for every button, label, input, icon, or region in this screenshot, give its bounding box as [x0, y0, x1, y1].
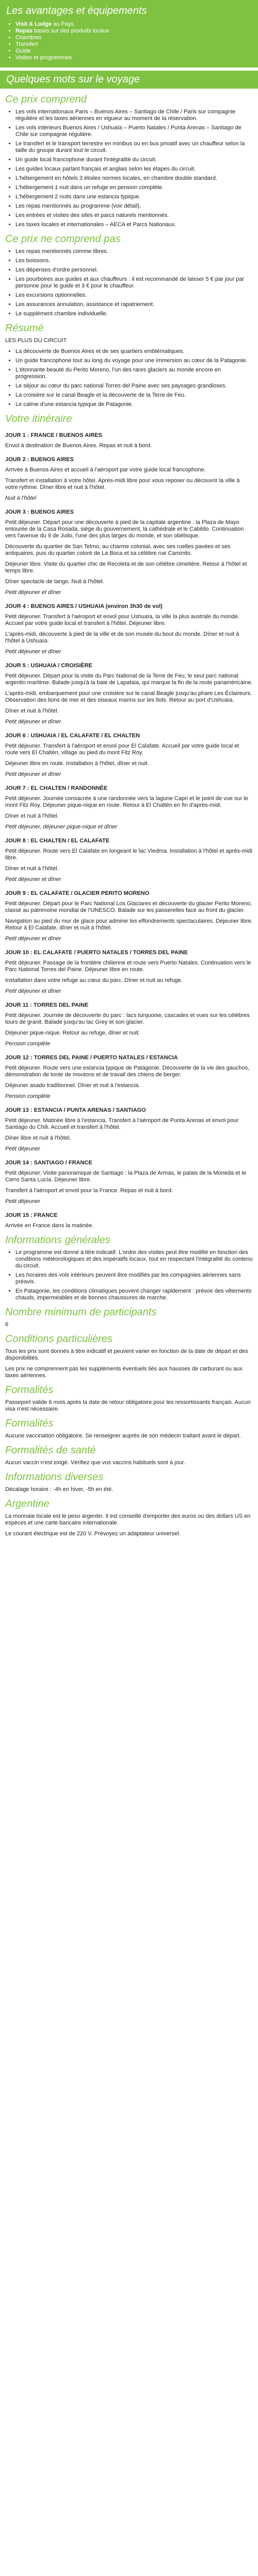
highlight-item: • Le séjour au cœur du parc national Torres del Paine avec ses paysages grandioses. — [15, 383, 253, 389]
day-heading: JOUR 6 : USHUAIA / EL CALAFATE / EL CHALTEN — [5, 733, 140, 739]
itinerary-day — [5, 1107, 253, 1153]
itinerary — [5, 432, 253, 1229]
day-paragraph: Dîner et nuit à l'hôtel. — [5, 813, 59, 819]
itinerary-day — [5, 950, 253, 995]
included-item: • Les taxes locales et internationales – AECA et Parcs Nationaux. — [15, 222, 253, 228]
day-heading: JOUR 13 : ESTANCIA / PUNTA ARENAS / SANTIAGO — [5, 1107, 146, 1113]
day-meals: Petit déjeuner — [5, 1198, 40, 1205]
resume-title: Résumé — [5, 323, 44, 334]
day-paragraph: L'après-midi, découverte à pied de la ville et de son musée du bout du monde. Dîner et nuit à l'hôtel à Ushuaïa. — [5, 631, 239, 644]
header-item-text: basés sur des produits locaux — [34, 28, 109, 34]
day-meals: Petit déjeuner et dîner — [5, 936, 61, 942]
itinerary-day — [5, 1055, 253, 1100]
numbers-title: Quelques mots sur le voyage — [0, 71, 258, 89]
day-paragraph: Transfert à l'aéroport et envol pour la France. Repas et nuit à bord. — [5, 1188, 173, 1194]
day-paragraph: Déjeuner libre en route. Installation à l'hôtel, dîner et nuit. — [5, 760, 149, 767]
day-meals: Petit déjeuner et dîner — [5, 876, 61, 883]
main-content — [0, 94, 258, 1537]
argentine-title: Argentine — [5, 1498, 50, 1510]
itinerary-day — [5, 509, 253, 596]
day-paragraph: Petit déjeuner. Visite panoramique de Santiago : la Plaza de Armas, le palais de la Moneda et le Cerro Santa Lucía. Déjeuner libre. — [5, 1170, 246, 1183]
itinerary-day — [5, 733, 253, 778]
participants-title: Nombre minimum de participants — [5, 1307, 157, 1318]
formalities-title: Informations générales — [5, 1234, 110, 1246]
highlight-item: • La découverte de Buenos Aires et de ses quartiers emblématiques. — [15, 348, 253, 355]
included-item: • L'hébergement 2 nuits dans une estancia typique. — [15, 194, 253, 200]
header-item-bold: Repas — [15, 28, 35, 34]
day-paragraph: Arrivée en France dans la matinée. — [5, 1223, 94, 1229]
header-item-bold: Visit & Lodge — [15, 21, 54, 27]
highlight-item: • L'étonnante beauté du Perito Moreno, l'un des rares glaciers au monde encore en progression. — [15, 367, 253, 380]
day-paragraph: Petit déjeuner. Route vers El Calafate en longeant le lac Viedma. Installation à l'hôtel et après-midi libre. — [5, 848, 252, 861]
itinerary-day — [5, 432, 253, 449]
day-paragraph: Dîner spectacle de tango. Nuit à l'hôtel. — [5, 579, 104, 585]
header-band — [0, 0, 258, 67]
excluded-item: • Le supplément chambre individuelle. — [15, 311, 253, 317]
day-paragraph: L'après-midi, embarquement pour une croisière sur le canal Beagle jusqu'au phare Les Éclaireurs. Observation des lions de mer et des oiseaux marins sur les îlots. Retour au port d'Ushuaïa. — [5, 690, 252, 703]
day-paragraph: Petit déjeuner. Départ pour une découverte à pied de la capitale argentine : la Plaza de Mayo entourée de la Casa Rosada, siège du gouvernement, la cathédrale et le Cabildo. Continuation vers l'avenue du 9 de Julio, l'une des plus larges du monde, et son obélisque. — [5, 519, 244, 539]
included-item: • L'hébergement en hôtels 3 étoiles normes locales, en chambre double standard. — [15, 175, 253, 182]
point-fort-title: Ce prix comprend — [5, 94, 87, 105]
header-title: Les avantages et équipements — [6, 5, 147, 16]
header-item — [15, 41, 258, 48]
day-paragraph: Petit déjeuner. Passage de la frontière chilienne et route vers Puerto Natales. Continuation vers le Parc National Torres del Paine. Déjeuner libre en route. — [5, 960, 251, 973]
excluded-item: • Les repas mentionnés comme libres. — [15, 248, 253, 255]
day-heading: JOUR 2 : BUENOS AIRES — [5, 456, 74, 463]
resume-list — [5, 348, 253, 408]
resume-text: LES PLUS DU CIRCUIT — [5, 337, 67, 344]
day-paragraph: Petit déjeuner. Journée consacrée à une randonnée vers la lagune Capri et le point de vue sur le mont Fitz Roy. Déjeuner pique-nique en route. Retour à El Chaltén en fin d'après-midi. — [5, 795, 248, 808]
excluded-item: • Les excursions optionnelles. — [15, 292, 253, 299]
header-item — [15, 55, 258, 61]
day-paragraph: Déjeuner pique-nique. Retour au refuge, dîner et nuit. — [5, 1030, 140, 1036]
itinerary-day — [5, 890, 253, 942]
itinerary-day — [5, 456, 253, 502]
day-paragraph: Arrivée à Buenos Aires et accueil à l'aéroport par votre guide local francophone. — [5, 467, 206, 473]
day-heading: JOUR 3 : BUENOS AIRES — [5, 509, 74, 515]
excluded-item: • Les dépenses d'ordre personnel. — [15, 267, 253, 274]
header-item-text: Visites et programmes — [15, 55, 72, 61]
day-heading: JOUR 4 : BUENOS AIRES / USHUAIA (environ 3h30 de vol) — [5, 603, 163, 609]
day-paragraph: Dîner libre et nuit à l'hôtel. — [5, 1135, 71, 1141]
itinerary-day — [5, 1002, 253, 1047]
day-meals: Petit déjeuner et dîner — [5, 649, 61, 655]
header-item — [15, 21, 258, 28]
header-item-text: Chambres — [15, 35, 42, 41]
day-paragraph: Petit déjeuner. Journée de découverte du parc : lacs turquoise, cascades et vues sur les célèbres tours de granit. Balade jusqu'au lac Grey et son glacier. — [5, 1012, 250, 1025]
conditions-p2: Les prix ne comprennent pas les suppléments éventuels liés aux hausses de carburant ou aux taxes aériennes. — [5, 1366, 243, 1379]
itinerary-day — [5, 1212, 253, 1229]
day-paragraph: Dîner et nuit à l'hôtel. — [5, 708, 59, 714]
itinerary-day — [5, 603, 253, 655]
day-paragraph: Découverte du quartier de San Telmo, au charme colonial, avec ses ruelles pavées et ses antiquaires, puis du quartier coloré de La Boca et sa célèbre rue Caminito. — [5, 544, 231, 556]
day-meals: Petit déjeuner — [5, 1146, 40, 1152]
day-meals: Petit déjeuner et dîner — [5, 988, 61, 994]
participants-text: 6 — [5, 1321, 9, 1328]
highlight-item: • Le calme d'une estancia typique de Patagonie. — [15, 401, 253, 408]
day-meals: Pension complète — [5, 1041, 51, 1047]
header-list — [0, 21, 258, 67]
day-meals: Petit déjeuner et dîner — [5, 719, 61, 725]
money-title: Formalités de santé — [5, 1445, 96, 1456]
header-item-text: Transfert — [15, 41, 38, 47]
day-heading: JOUR 15 : FRANCE — [5, 1212, 58, 1218]
conditions-title: Conditions particulières — [5, 1333, 112, 1345]
info-item: • Les horaires des vols intérieurs peuvent être modifiés par les compagnies aériennes sans préavis. — [15, 1272, 253, 1285]
day-paragraph: Transfert et installation à votre hôtel. Après-midi libre pour vous reposer ou découvrir la ville à votre rythme. Dîner libre et nuit à l'hôtel. — [5, 478, 240, 490]
info-item: • En Patagonie, les conditions climatiques peuvent changer rapidement : prévoir des vêtements chauds, imperméables et de bonnes chaussures de marche. — [15, 1288, 253, 1301]
day-meals: Petit déjeuner, déjeuner pique-nique et dîner — [5, 824, 118, 830]
day-paragraph: Dîner et nuit à l'hôtel. — [5, 866, 59, 872]
day-heading: JOUR 11 : TORRES DEL PAINE — [5, 1002, 89, 1008]
itinerary-day — [5, 663, 253, 725]
day-meals: Pension complète — [5, 1093, 51, 1099]
header-item — [15, 48, 258, 55]
info-text: Décalage horaire : -4h en hiver, -5h en été. — [5, 1486, 114, 1493]
point-fort-list — [5, 109, 253, 228]
day-paragraph: Envol à destination de Buenos Aires. Repas et nuit à bord. — [5, 443, 152, 449]
day-paragraph: Installation dans votre refuge au cœur du parc. Dîner et nuit au refuge. — [5, 977, 183, 984]
argentine-p1: La monnaie locale est le peso argentin. Il est conseillé d'emporter des euros ou des dollars US en espèces et une carte bancaire internationale. — [5, 1513, 251, 1526]
header-item-text: Guide — [15, 48, 31, 54]
day-meals: Petit déjeuner et dîner — [5, 771, 61, 777]
day-meals: Nuit à l'hôtel — [5, 495, 37, 501]
conditions-p1: Tous les prix sont donnés à titre indicatif et peuvent varier en fonction de la date de départ et des disponibilités. — [5, 1348, 248, 1361]
day-paragraph: Navigation au pied du mur de glace pour admirer les effondrements spectaculaires. Déjeuner libre. Retour à El Calafate, dîner et nuit à l'hôtel. — [5, 918, 253, 931]
info-item: • Le programme est donné à titre indicatif. L'ordre des visites peut être modifié en fonction des conditions météorologiques et des impératifs locaux, tout en respectant l'intégralité du contenu du circuit. — [15, 1249, 253, 1269]
day-heading: JOUR 8 : EL CHALTEN / EL CALAFATE — [5, 838, 110, 844]
itinerary-day — [5, 785, 253, 831]
day-heading: JOUR 10 : EL CALAFATE / PUERTO NATALES / TORRES DEL PAINE — [5, 950, 188, 956]
highlight-item: • Un guide francophone tout au long du voyage pour une immersion au cœur de la Patagonie. — [15, 358, 253, 364]
day-heading: JOUR 14 : SANTIAGO / FRANCE — [5, 1160, 92, 1166]
info-title: Informations diverses — [5, 1471, 104, 1483]
day-heading: JOUR 9 : EL CALAFATE / GLACIER PERITO MORENO — [5, 890, 150, 896]
argentine-p2: Le courant électrique est de 220 V. Prévoyez un adaptateur universel. — [5, 1531, 181, 1537]
excluded-item: • Les boissons. — [15, 258, 253, 264]
itinerary-day — [5, 838, 253, 883]
itinerary-title: Votre itinéraire — [5, 413, 72, 425]
included-item: • Un guide local francophone durant l'intégralité du circuit. — [15, 157, 253, 163]
day-paragraph: Petit déjeuner. Départ pour la visite du Parc National de la Terre de Feu, le seul parc national argentin maritime. Balade jusqu'à la baie de Lapataia, qui marque la fin de la route panaméricaine. — [5, 673, 253, 686]
day-paragraph: Petit déjeuner. Départ pour le Parc National Los Glaciares et découverte du glacier Perito Moreno, classé au patrimoine mondial de l'UNESCO. Balade sur les passerelles face au front du glacier. — [5, 901, 252, 913]
day-heading: JOUR 5 : USHUAIA / CROISIÈRE — [5, 663, 92, 669]
day-meals: Petit déjeuner et dîner — [5, 589, 61, 596]
header-item-text: au Pays — [53, 21, 74, 27]
day-heading: JOUR 12 : TORRES DEL PAINE / PUERTO NATALES / ESTANCIA — [5, 1055, 178, 1061]
day-heading: JOUR 7 : EL CHALTEN / RANDONNÉE — [5, 785, 108, 791]
highlight-item: • La croisière sur le canal Beagle et la découverte de la Terre de Feu. — [15, 392, 253, 399]
documents-text: Passeport valide 6 mois après la date de retour obligatoire pour les ressortissants français. Aucun visa n'est nécessaire. — [5, 1399, 251, 1412]
day-paragraph: Déjeuner asado traditionnel. Dîner et nuit à l'estancia. — [5, 1082, 140, 1089]
day-paragraph: Petit déjeuner. Transfert à l'aéroport et envol pour Ushuaïa, la ville la plus australe du monde. Accueil par votre guide local et transfert à l'hôtel. Déjeuner libre. — [5, 614, 239, 626]
header-item — [15, 35, 258, 41]
included-item: • Les vols intérieurs Buenos Aires / Ushuaïa – Puerto Natales / Punta Arenas – Santiago de Chile sur compagnie régulière. — [15, 125, 253, 138]
included-item: • Les vols internationaux Paris – Buenos Aires – Santiago de Chile / Paris sur compagnie régulière et les taxes aériennes en vigueur au moment de la réservation. — [15, 109, 253, 122]
included-item: • Les repas mentionnés au programme (voir détail). — [15, 203, 253, 210]
day-paragraph: Petit déjeuner. Transfert à l'aéroport et envol pour El Calafate. Accueil par votre guide local et route vers El Chaltén, village au pied du mont Fitz Roy. — [5, 743, 239, 756]
included-item: • Les entrées et visites des sites et parcs naturels mentionnés. — [15, 212, 253, 219]
day-paragraph: Petit déjeuner. Route vers une estancia typique de Patagonie. Découverte de la vie des gauchos, démonstration de tonte de moutons et de travail des chiens de berger. — [5, 1065, 250, 1078]
excluded-item: • Les pourboires aux guides et aux chauffeurs : il est recommandé de laisser 5 € par jour par personne pour le guide et 3 € pour le chauffeur. — [15, 276, 253, 290]
health-title: Formalités — [5, 1418, 54, 1429]
included-item: • Les guides locaux parlant français et anglais selon les étapes du circuit. — [15, 166, 253, 173]
excluded-item: • Les assurances annulation, assistance et rapatriement. — [15, 301, 253, 308]
included-item: • Le transfert et le transport terrestre en minibus ou en bus privatif avec un chauffeur selon la taille du groupe durant tout le circuit. — [15, 141, 253, 154]
formalities-list — [5, 1249, 253, 1301]
day-heading: JOUR 1 : FRANCE / BUENOS AIRES — [5, 432, 102, 438]
documents-title: Formalités — [5, 1384, 54, 1396]
money-text: Aucun vaccin n'est exigé. Vérifiez que vos vaccins habituels sont à jour. — [5, 1460, 185, 1466]
day-paragraph: Petit déjeuner. Matinée libre à l'estancia. Transfert à l'aéroport de Punta Arenas et envol pour Santiago du Chili. Accueil et transfert à l'hôtel. — [5, 1117, 239, 1130]
non-compris-list — [5, 248, 253, 317]
non-compris-title: Ce prix ne comprend pas — [5, 233, 121, 245]
itinerary-day — [5, 1160, 253, 1205]
health-text: Aucune vaccination obligatoire. Se renseigner auprès de son médecin traitant avant le départ. — [5, 1433, 241, 1439]
header-item — [15, 28, 258, 35]
day-paragraph: Déjeuner libre. Visite du quartier chic de Recoleta et de son célèbre cimetière. Retour à l'hôtel et temps libre. — [5, 561, 247, 574]
included-item: • L'hébergement 1 nuit dans un refuge en pension complète. — [15, 184, 253, 191]
